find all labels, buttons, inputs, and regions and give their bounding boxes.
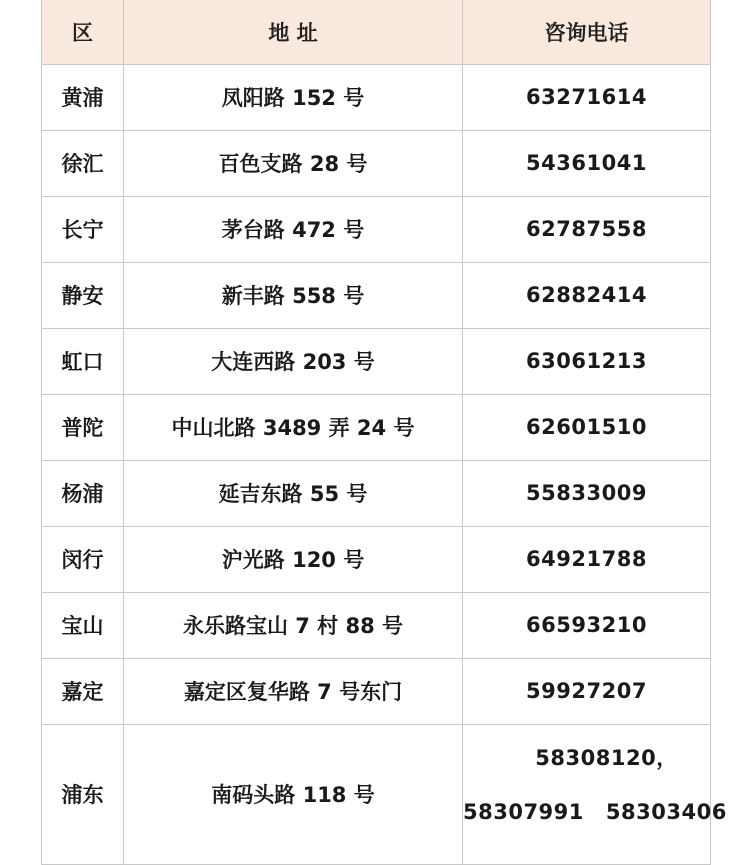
district-cell: 闵行 <box>42 526 124 592</box>
table-row <box>42 64 711 130</box>
address-cell: 嘉定区复华路 7 号东门 <box>124 658 463 724</box>
district-cell: 黄浦 <box>42 64 124 130</box>
phone-cell: 66593210 <box>463 592 711 658</box>
district-cell: 徐汇 <box>42 130 124 196</box>
phone-cell: 64921788 <box>463 526 711 592</box>
district-cell: 普陀 <box>42 394 124 460</box>
district-cell: 浦东 <box>42 724 124 864</box>
phone-line-1: 58308120， <box>535 745 678 770</box>
phone-cell: 63061213 <box>463 328 711 394</box>
address-cell: 延吉东路 55 号 <box>124 460 463 526</box>
address-cell: 凤阳路 152 号 <box>124 64 463 130</box>
address-cell: 永乐路宝山 7 村 88 号 <box>124 592 463 658</box>
phone-cell-multi <box>463 724 727 864</box>
phone-number: 58307991 <box>463 799 584 824</box>
district-cell: 宝山 <box>42 592 124 658</box>
consultation-table-container <box>41 0 727 865</box>
table-row <box>42 658 711 724</box>
phone-cell: 59927207 <box>463 658 711 724</box>
address-cell: 百色支路 28 号 <box>124 130 463 196</box>
phone-cell: 62882414 <box>463 262 711 328</box>
table-row-pudong <box>42 724 711 864</box>
phone-line-2 <box>463 799 727 824</box>
district-cell: 杨浦 <box>42 460 124 526</box>
phone-number: 58303406 <box>605 799 727 824</box>
district-cell: 长宁 <box>42 196 124 262</box>
address-cell: 南码头路 118 号 <box>124 724 463 864</box>
table-row <box>42 130 711 196</box>
table-row <box>42 328 711 394</box>
address-cell: 大连西路 203 号 <box>124 328 463 394</box>
header-phone: 咨询电话 <box>463 0 711 64</box>
table-row <box>42 460 711 526</box>
address-cell: 茅台路 472 号 <box>124 196 463 262</box>
address-cell: 中山北路 3489 弄 24 号 <box>124 394 463 460</box>
phone-cell: 55833009 <box>463 460 711 526</box>
district-cell: 静安 <box>42 262 124 328</box>
table-row <box>42 196 711 262</box>
phone-cell: 54361041 <box>463 130 711 196</box>
table-header-row <box>42 0 711 64</box>
phone-cell: 62787558 <box>463 196 711 262</box>
phone-cell: 62601510 <box>463 394 711 460</box>
district-cell: 嘉定 <box>42 658 124 724</box>
table-row <box>42 526 711 592</box>
table-row <box>42 592 711 658</box>
address-cell: 新丰路 558 号 <box>124 262 463 328</box>
consultation-table <box>41 0 727 865</box>
table-row <box>42 394 711 460</box>
district-cell: 虹口 <box>42 328 124 394</box>
header-district: 区 <box>42 0 124 64</box>
address-cell: 沪光路 120 号 <box>124 526 463 592</box>
header-address: 地 址 <box>124 0 463 64</box>
phone-cell: 63271614 <box>463 64 711 130</box>
table-row <box>42 262 711 328</box>
